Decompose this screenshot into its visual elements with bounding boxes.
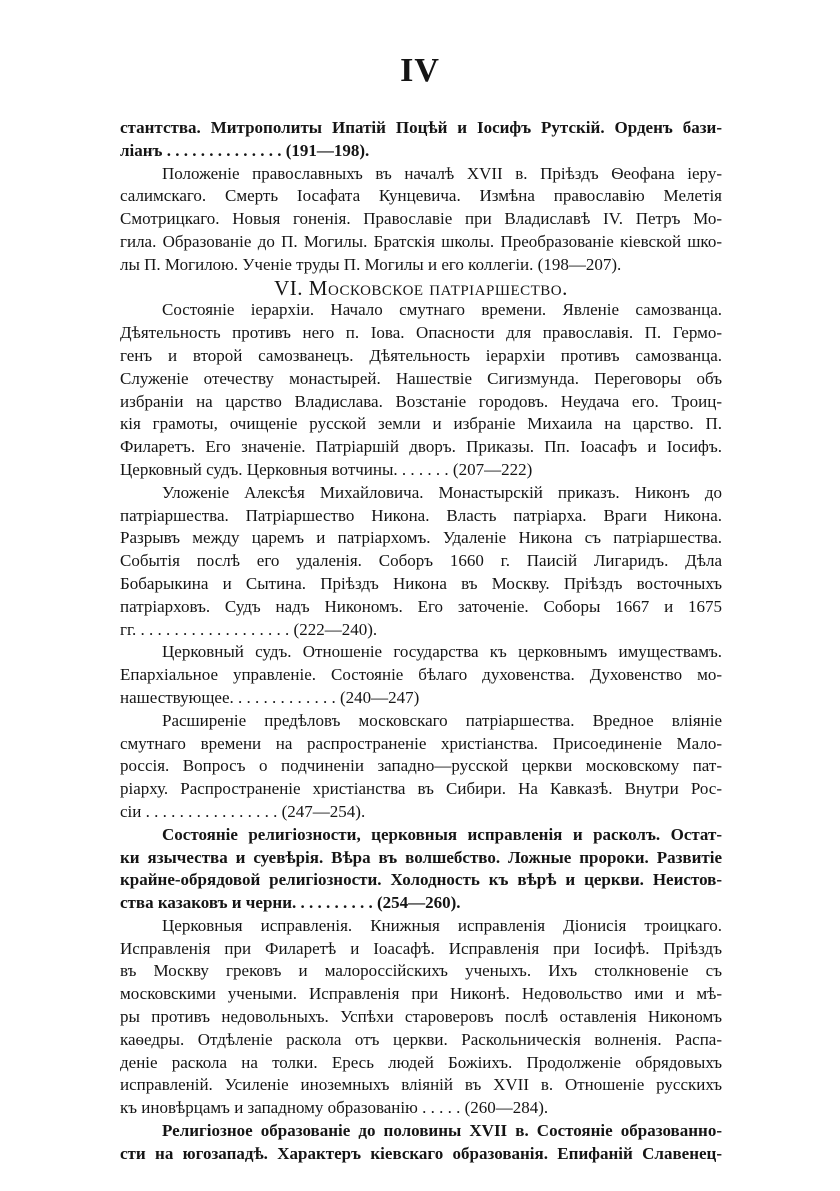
text-line: Состояніе религіозности, церковныя исправленія и расколъ. Остат-: [162, 824, 722, 844]
text-line: гг. . . . . . . . . . . . . . . . . . . (222—240).: [120, 619, 378, 639]
text-line: Смотрицкаго. Новыя гоненія. Православіе при Владиславѣ IV. Петръ Мо-: [120, 209, 722, 229]
text-line: исправленій. Усиленіе иноземныхъ вліяній въ XVII в. Отношеніе русскихъ: [120, 1075, 722, 1095]
text-line: Исправленія при Филаретѣ и Іоасафѣ. Исправленія при Іосифѣ. Пріѣздъ: [120, 938, 722, 958]
text-line: Событія послѣ его удаленія. Соборъ 1660 г. Паисій Лигаридъ. Дѣла: [120, 551, 722, 571]
text-line: россія. Вопросъ о подчиненіи западно—русской церкви московскому пат-: [120, 756, 722, 776]
text-line: стантства. Митрополиты Ипатій Поцѣй и Іосифъ Рутскій. Орденъ бази-: [120, 118, 722, 137]
text-line: Положеніе православныхъ въ началѣ XVII в. Пріѣздъ Ѳеофана іеру-: [162, 163, 722, 183]
text-line: избраніи на царство Владислава. Возстаніе городовъ. Неудача его. Троиц-: [120, 391, 722, 411]
text-line: лы П. Могилою. Ученіе труды П. Могилы и его коллегіи. (198—207).: [120, 254, 622, 274]
text-line: Разрывъ между царемъ и патріархомъ. Удаленіе Никона съ патріаршества.: [120, 528, 722, 548]
text-line: Уложеніе Алексѣя Михайловича. Монастырскій приказъ. Никонъ до: [162, 482, 722, 502]
text-line: Церковный судъ. Отношеніе государства къ церковнымъ имуществамъ.: [162, 642, 722, 662]
text-line: патріарховъ. Судъ надъ Никономъ. Его заточеніе. Соборы 1667 и 1675: [120, 596, 722, 616]
text-line: Бобарыкина и Сытина. Пріѣздъ Никона въ Москву. Пріѣздъ восточныхъ: [120, 573, 722, 593]
text-line: крайне-обрядовой религіозности. Холодность къ вѣрѣ и церкви. Неистов-: [120, 870, 722, 890]
text-line: нашествующее. . . . . . . . . . . . . (240—247): [120, 687, 420, 707]
text-line: Епархіальное управленіе. Состояніе бѣлаго духовенства. Духовенство мо-: [120, 665, 722, 685]
text-line: Церковный судъ. Церковныя вотчины. . . . . . . (207—222): [120, 459, 533, 479]
text-line: Состояніе іерархіи. Начало смутнаго времени. Явленіе самозванца.: [162, 300, 722, 320]
text-line: Дѣятельность противъ него п. Іова. Опасности для православія. П. Гермо-: [120, 323, 722, 343]
page-number: IV: [400, 52, 440, 89]
text-line: къ иновѣрцамъ и западному образованію . . . . . (260—284).: [120, 1098, 549, 1118]
text-line: сіи . . . . . . . . . . . . . . . . (247—254).: [120, 801, 366, 821]
text-line: Филаретъ. Его значеніе. Патріаршій дворъ. Приказы. Пп. Іоасафъ и Іосифъ.: [120, 437, 722, 457]
text-line: Религіозное образованіе до половины XVII в. Состояніе образованно-: [162, 1121, 722, 1141]
text-line: гила. Образованіе до П. Могилы. Братскія школы. Преобразованіе кіевской шко-: [120, 231, 722, 251]
text-line: генъ и второй самозванецъ. Дѣятельность іерархіи противъ самозванца.: [120, 345, 722, 365]
text-line: деніе раскола на толки. Ересь людей Божіихъ. Продолженіе обрядовыхъ: [120, 1052, 722, 1072]
text-line: ріарху. Распространеніе христіанства въ Сибири. На Кавказѣ. Внутри Рос-: [120, 779, 722, 799]
text-line: ры противъ недовольныхъ. Успѣхи староверовъ послѣ оставленія Никономъ: [120, 1007, 722, 1027]
table-of-contents-text: [120, 117, 722, 1166]
text-line: Служеніе отечеству монастырей. Нашествіе Сигизмунда. Переговоры объ: [120, 368, 722, 388]
text-line: ліанъ . . . . . . . . . . . . . . (191—198).: [120, 140, 370, 160]
text-line: салимскаго. Смерть Іосафата Кунцевича. Измѣна православію Мелетія: [120, 186, 722, 206]
text-line: сти на югозападѣ. Характеръ кіевскаго образованія. Епифаній Славенец-: [120, 1143, 722, 1163]
text-line: патріаршества. Патріаршество Никона. Власть патріарха. Враги Никона.: [120, 505, 722, 525]
text-line: Расширеніе предѣловъ московскаго патріаршества. Вредное вліяніе: [162, 710, 722, 730]
text-line: московскими учеными. Исправленія при Никонѣ. Недовольство ими и мѣ-: [120, 984, 722, 1004]
text-line: смутнаго времени на распространеніе христіанства. Присоединеніе Мало-: [120, 733, 722, 753]
text-line: въ Москву грековъ и малороссійскихъ ученыхъ. Ихъ столкновеніе съ: [120, 961, 722, 981]
text-line: Церковныя исправленія. Книжныя исправленія Діонисія троицкаго.: [162, 915, 722, 935]
text-line: ки язычества и суевѣрія. Вѣра въ волшебство. Ложные пророки. Развитіе: [120, 847, 722, 867]
text-line: ства казаковъ и черни. . . . . . . . . . (254—260).: [120, 893, 461, 913]
text-line: каѳедры. Отдѣленіе раскола отъ церкви. Раскольническія волненія. Распа-: [120, 1029, 722, 1049]
text-line: кія грамоты, очищеніе русской земли и избраніе Михаила на царство. П.: [120, 414, 722, 434]
section-heading: VI. Московское патріаршество.: [274, 276, 568, 300]
